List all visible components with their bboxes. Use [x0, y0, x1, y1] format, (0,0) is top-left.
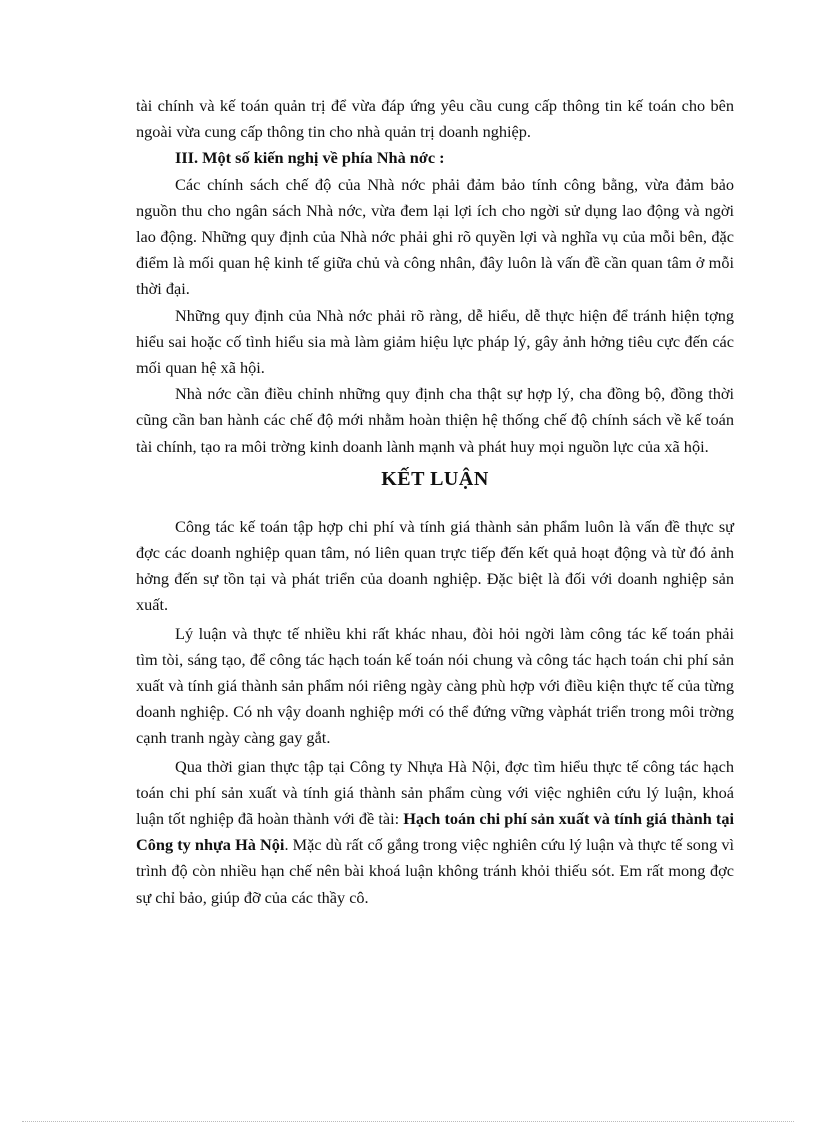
conclusion-p3-text-end: . Mặc dù rất cố gắng trong việc nghiên cứu lý luận và thực tế song vì trình độ còn nhiều hạn chế nên bài khoá luận không tránh khỏi thiếu sót. Em rất mong đợc sự chỉ bảo, giúp đỡ của các thầy cô.	[136, 835, 735, 907]
page-bottom-divider	[22, 1121, 794, 1122]
thesis-topic-title: Hạch toán chi phí sản xuất và tính giá thành tại Công ty nhựa Hà Nội	[136, 809, 734, 855]
intro-paragraph: tài chính và kế toán quản trị để vừa đáp ứng yêu cầu cung cấp thông tin kế toán cho bên ngoài vừa cung cấp thông tin cho nhà quản trị doanh nghiệp.	[136, 96, 734, 142]
conclusion-paragraph-2: Lý luận và thực tế nhiều khi rất khác nhau, đòi hỏi ngời làm công tác kế toán phải tìm tòi, sáng tạo, để công tác hạch toán kế toán nói chung và công tác hạch toán chi phí sản xuất và tính giá thành sản phẩm nói riêng ngày càng phù hợp với điều kiện thực tế của từng doanh nghiệp. Có nh vậy doanh nghiệp mới có thể đứng vững vàphát triển trong môi trờng cạnh tranh ngày càng gay gắt.	[136, 623, 734, 748]
recommendation-paragraph-2: Những quy định của Nhà nớc phải rõ ràng, dễ hiểu, dễ thực hiện để tránh hiện tợng hiểu sai hoặc cố tình hiểu sia mà làm giảm hiệu lực pháp lý, gây ảnh hởng tiêu cực đến các mối quan hệ xã hội.	[136, 305, 734, 378]
recommendation-paragraph-3: Nhà nớc cần điều chỉnh những quy định cha thật sự hợp lý, cha đồng bộ, đồng thời cũng cần ban hành các chế độ mới nhằm hoàn thiện hệ thống chế độ chính sách về kế toán tài chính, tạo ra môi trờng kinh doanh lành mạnh và phát huy mọi nguồn lực của xã hội.	[136, 384, 734, 456]
recommendation-paragraph-1: Các chính sách chế độ của Nhà nớc phải đảm bảo tính công bằng, vừa đảm bảo nguồn thu cho ngân sách Nhà nớc, vừa đem lại lợi ích cho ngời sử dụng lao động và ngời lao động. Những quy định của Nhà nớc phải ghi rõ quyền lợi và nghĩa vụ của mỗi bên, đặc điểm là mối quan hệ kinh tế giữa chủ và công nhân, đây luôn là vấn đề cần quan tâm ở mỗi thời đại.	[136, 174, 734, 299]
section-heading: III. Một số kiến nghị về phía Nhà nớc :	[175, 148, 445, 168]
document-page	[136, 93, 734, 911]
conclusion-title: KẾT LUẬN	[381, 467, 489, 490]
conclusion-p3-text-start: Qua thời gian thực tập tại Công ty Nhựa Hà Nội, đợc tìm hiểu thực tế công tác hạch toán chi phí sản xuất và tính giá thành sản phẩm cùng với việc nghiên cứu lý luận, khoá luận tốt nghiệp đã hoàn thành với đề tài:	[136, 756, 734, 829]
conclusion-paragraph-1: Công tác kế toán tập hợp chi phí và tính giá thành sản phẩm luôn là vấn đề thực sự đợc các doanh nghiệp quan tâm, nó liên quan trực tiếp đến kết quả hoạt động và từ đó ảnh hởng đến sự tồn tại và phát triển của doanh nghiệp. Đặc biệt là đối với doanh nghiệp sản xuất.	[136, 516, 734, 615]
conclusion-paragraph-3	[136, 754, 734, 911]
